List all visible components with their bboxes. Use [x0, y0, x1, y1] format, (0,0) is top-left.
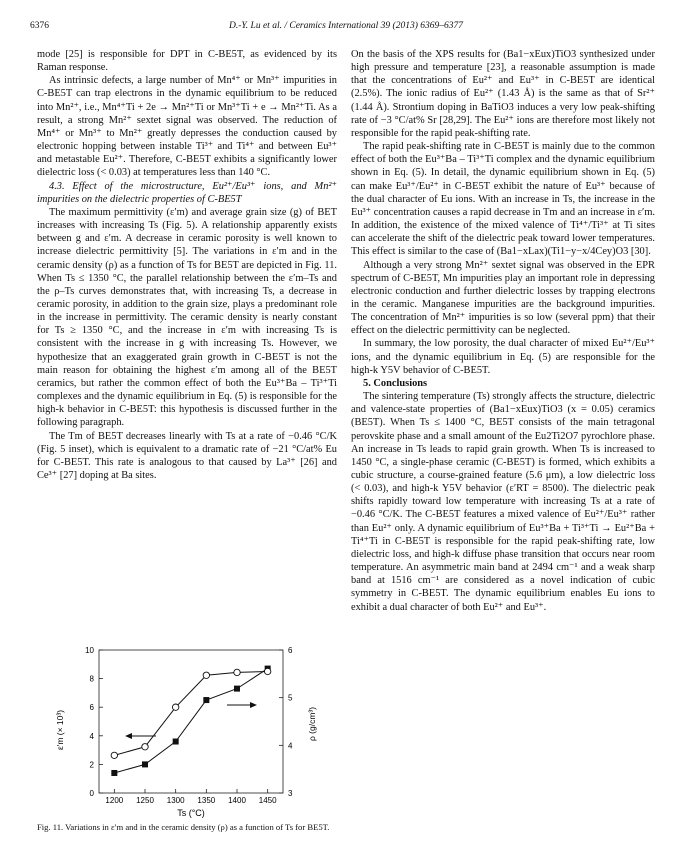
chart: [37, 638, 337, 818]
x-tick-label: 1450: [258, 796, 277, 805]
x-tick-label: 1250: [136, 796, 154, 805]
paragraph: The sintering temperature (Ts) strongly affects the structure, dielectric and valence-state properties of (Ba1−xEux)TiO3 (x = 0.05) ceramics (BE5T). When Ts ≤ 1400 °C, BE5T consists of the main tetragonal perovskite phase and a small amount of the Eu2Ti2O7 pyrochlore phase. An increase in Ts leads to rapid grain growth. When Ts is increased to 1450 °C, a single-phase ceramic (C-BE5T) is formed, which exhibits a cubic structure, a course-grained feature (5.6 μm), a low dielectric loss (< 0.03), and high-k Y5V behavior (ε′RT = 8500). The dielectric peak shifts rapidly toward low temperature with increasing Ts at a rate of −0.46 °C/K. The C-BE5T features a mixed valence of Eu²⁺/Eu³⁺ rather than Eu²⁺ only. A dynamic equilibrium of Eu³⁺Ba + Ti³⁺Ti → Eu²⁺Ba + Ti⁴⁺Ti in C-BE5T is responsible for the rapid peak-shifting rate, low dielectric loss, and high-k diffuse phase transition that occurs near room temperature. An asymmetric main band at 2494 cm⁻¹ and a weak sharp band at 1516 cm⁻¹ are considered as a novel indication of cubic symmetry in C-BE5T. The dynamic equilibrium enables Eu ions to exhibit a dual character of both Eu²⁺ and Eu³⁺.: [351, 391, 655, 613]
data-point-circle: [172, 704, 178, 710]
y-tick-label-right: 3: [288, 789, 293, 798]
section-heading: 4.3. Effect of the microstructure, Eu²⁺/Eu³⁺ ions, and Mn²⁺ impurities on the dielectric properties of C-BE5T: [37, 180, 337, 205]
data-point-circle: [142, 744, 148, 750]
running-header: [30, 21, 662, 35]
y-tick-label-right: 4: [288, 741, 293, 751]
data-point-square: [234, 686, 240, 692]
y-tick-label-left: 6: [89, 703, 94, 713]
data-point-square: [203, 697, 209, 703]
left-arrow-head: [125, 733, 132, 739]
paragraph: As intrinsic defects, a large number of Mn⁴⁺ or Mn³⁺ impurities in C-BE5T can trap electrons in the dynamic equilibrium to be reduced into Mn²⁺, i.e., Mn⁴⁺Ti + 2e → Mn²⁺Ti or Mn³⁺Ti + e → Mn²⁺Ti. As a result, a strong Mn²⁺ sextet signal was observed. The reduction of Mn⁴⁺ or Mn³⁺ to Mn²⁺ greatly depresses the conduction caused by electronic hopping between instable Ti³⁺ and Ti⁴⁺ and between Eu³⁺ and metastable Eu²⁺. Therefore, C-BE5T exhibits a significantly lower dielectric loss (< 0.03) at temperatures less than 140 °C.: [37, 75, 337, 179]
left-column: [37, 48, 337, 482]
paragraph: Although a very strong Mn²⁺ sextet signal was observed in the EPR spectrum of C-BE5T, Mn impurities play an important role in depressing electronic conduction and further dielectric losses by trapping electrons in the ceramic. Manganese impurities are the background impurities. The concentration of Mn²⁺ impurities is so low (several ppm) that their effect on the dielectric permittivity can be neglected.: [351, 259, 655, 337]
data-point-square: [111, 770, 117, 776]
paragraph: On the basis of the XPS results for (Ba1−xEux)TiO3 synthesized under high pressure and temperature [23], a reasonable assumption is made that the concentrations of Eu²⁺ and Eu³⁺ in C-BE5T are identical (2.5%). The ionic radius of Eu²⁺ (1.43 Å) is the same as that of Sr²⁺ (1.44 Å). Strontium doping in BaTiO3 induces a very low peak-shifting rate of −3 °C/at% Sr [28,29]. The Eu²⁺ ions are therefore most likely not responsible for the rapid peak-shifting rate.: [351, 49, 655, 139]
right-column: [351, 48, 655, 614]
figure-11: [37, 638, 337, 818]
x-tick-label: 1300: [166, 796, 185, 805]
y-tick-label-left: 10: [85, 646, 94, 655]
data-point-circle: [264, 668, 270, 674]
y-tick-label-left: 2: [89, 760, 94, 770]
data-point-circle: [234, 669, 240, 675]
data-point-circle: [111, 752, 117, 758]
x-tick-label: 1350: [197, 796, 216, 805]
x-axis-label: Ts (°C): [177, 808, 205, 818]
y-tick-label-left: 4: [89, 731, 94, 741]
paragraph: mode [25] is responsible for DPT in C-BE5T, as evidenced by its Raman response.: [37, 49, 337, 74]
series-line: [114, 669, 267, 773]
data-point-square: [142, 761, 148, 767]
x-tick-label: 1200: [105, 796, 124, 805]
y-axis-label-right: ρ (g/cm³): [307, 706, 317, 742]
paragraph: The rapid peak-shifting rate in C-BE5T is mainly due to the common effect of both the Eu³⁺Ba – Ti³⁺Ti complex and the dynamic equilibrium shown in Eq. (5). In detail, the dynamic equilibrium shown in Eq. (5) can make Eu³⁺/Eu²⁺ in C-BE5T exhibit the nature of Eu³⁺ because of the dual character of Eu ions. With an increase in Ts, the increase in the Eu³⁺ concentration causes a rapid decrease in Tm and an increase in ε′m. In addition, the existence of the mixed valence of Ti⁴⁺/Ti³⁺ at Ti sites can accelerate the shift of the dielectric peak toward lower temperatures. This effect is similar to the case of (Ba1−xLax)(Ti1−y−x/4Cey)O3 [30].: [351, 141, 655, 258]
data-point-circle: [203, 672, 209, 678]
y-tick-label-right: 5: [288, 693, 293, 703]
section-heading: 5. Conclusions: [363, 377, 428, 389]
paragraph: The Tm of BE5T decreases linearly with Ts at a rate of −0.46 °C/K (Fig. 5 inset), which is equivalent to a dramatic rate of −21 °C/at% Eu for C-BE5T. This rate is analogous to that caused by La³⁺ [26] and Ce³⁺ [27] doping at Ba sites.: [37, 430, 337, 481]
journal-citation: D.-Y. Lu et al. / Ceramics International 39 (2013) 6369–6377: [229, 21, 463, 31]
figure-caption: Fig. 11. Variations in ε′m and in the ceramic density (ρ) as a function of Ts for BE5T.: [37, 822, 330, 832]
y-tick-label-right: 6: [288, 646, 293, 655]
paragraph: The maximum permittivity (ε′m) and average grain size (g) of BET increases with increasing Ts (Fig. 5). A relationship apparently exists between g and ε′m. A decrease in ceramic porosity is well known to increase dielectric permittivity [5]. The variations in ε′m and in the ceramic density (ρ) as a function of Ts for BE5T are depicted in Fig. 11. When Ts ≤ 1350 °C, the parallel relationship between the ε′m–Ts and the ρ–Ts curves demonstrates that, with increasing Ts, a decrease in ceramic porosity, in addition to the grain size, plays a predominant role in the increase in permittivity. The ceramic density is nearly constant for Ts ≥ 1350 °C, and the increase in ε′m with increasing Ts is consistent with the increase in g with increasing Ts. However, we hypothesize that an exaggerated grain growth in C-BE5T is not the main reason for obtaining the highest ε′m among all of the BE5T ceramics, but rather the common effect of both the Eu³⁺Ba – Ti³⁺Ti complexes and the dynamic equilibrium in Eq. (5) is responsible for the high-k behavior in C-BE5T: this hypothesis is discussed further in the following paragraph.: [37, 206, 337, 429]
page-number: 6376: [30, 21, 49, 31]
paragraph: In summary, the low porosity, the dual character of mixed Eu²⁺/Eu³⁺ ions, and the dynamic equilibrium in Eq. (5) are responsible for the high-k Y5V behavior of C-BE5T.: [351, 338, 655, 376]
y-tick-label-left: 8: [89, 674, 94, 684]
data-point-square: [173, 739, 179, 745]
right-arrow-head: [250, 702, 257, 708]
x-tick-label: 1400: [228, 796, 246, 805]
y-tick-label-left: 0: [89, 789, 94, 798]
y-axis-label-left: ε′m (× 10³): [55, 709, 65, 751]
